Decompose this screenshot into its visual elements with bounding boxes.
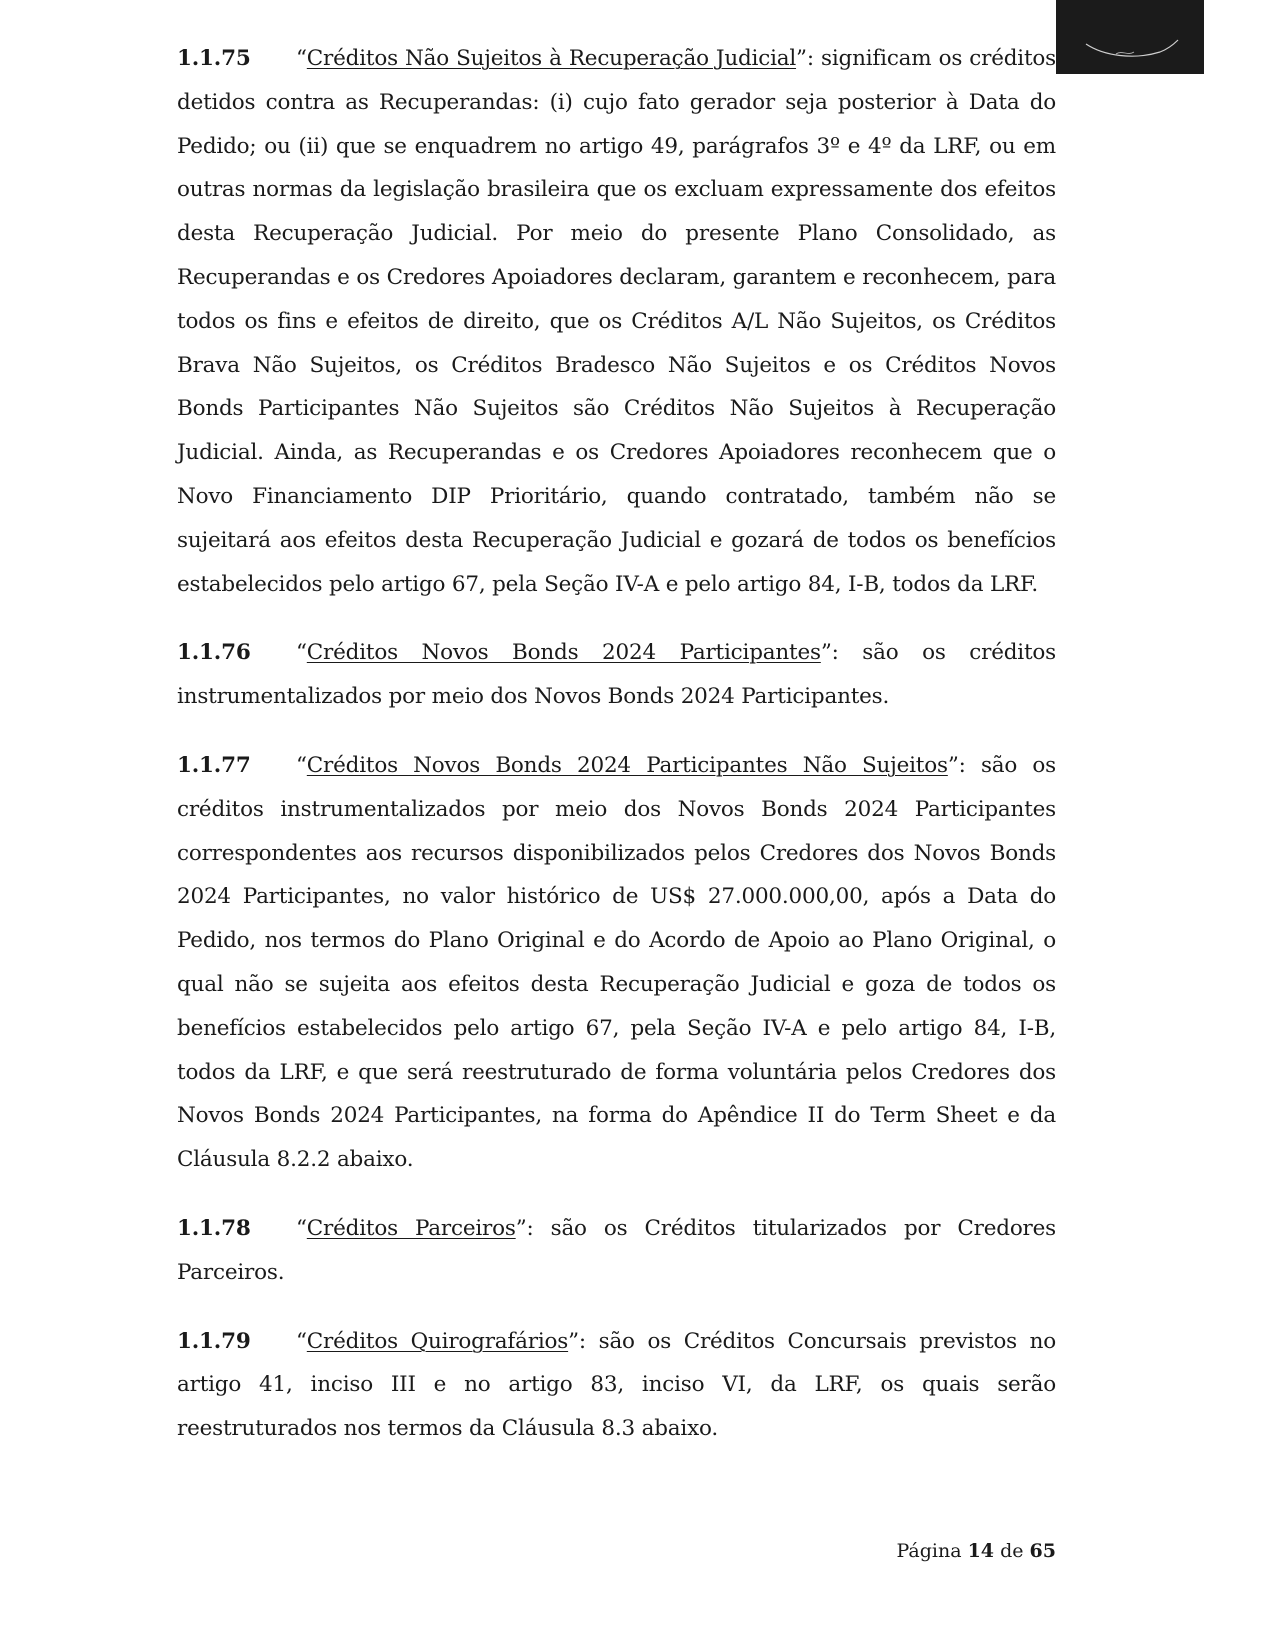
- total-pages-number: 65: [1029, 1540, 1056, 1562]
- clause-text: : significam os créditos detidos contra as Recuperandas: (i) cujo fato gerador seja posterior à Data do Pedido; ou (ii) que se enquadrem no artigo 49, parágrafos 3º e 4º da LRF, ou em outras normas da legislação brasileira que os excluam expressamente dos efeitos desta Recuperação Judicial. Por meio do presente Plano Consolidado, as Recuperandas e os Credores Apoiadores declaram, garantem e reconhecem, para todos os fins e efeitos de direito, que os Créditos A/L Não Sujeitos, os Créditos Brava Não Sujeitos, os Créditos Bradesco Não Sujeitos e os Créditos Novos Bonds Participantes Não Sujeitos são Créditos Não Sujeitos à Recuperação Judicial. Ainda, as Recuperandas e os Credores Apoiadores reconhecem que o Novo Financiamento DIP Prioritário, quando contratado, também não se sujeitará aos efeitos desta Recuperação Judicial e gozará de todos os benefícios estabelecidos pelo artigo 67, pela Seção IV-A e pelo artigo 84, I-B, todos da LRF.: [177, 46, 1056, 597]
- open-quote: “: [296, 46, 307, 71]
- clause-text: : são os créditos instrumentalizados por meio dos Novos Bonds 2024 Participantes.: [177, 640, 1056, 710]
- clause-1-1-76: [177, 631, 1056, 719]
- open-quote: “: [296, 1328, 307, 1354]
- clause-number: 1.1.78: [177, 1215, 251, 1241]
- defined-term: Créditos Quirografários: [306, 1328, 569, 1354]
- clause-paragraph: [177, 37, 1056, 606]
- defined-term: Créditos Novos Bonds 2024 Participantes: [306, 640, 821, 666]
- clause-paragraph: [177, 744, 1056, 1182]
- open-quote: “: [296, 640, 307, 666]
- clause-number: 1.1.79: [177, 1328, 251, 1354]
- defined-term: Créditos Parceiros: [306, 1215, 516, 1241]
- clause-text: : são os Créditos Concursais previstos no artigo 41, inciso III e no artigo 83, inciso VI, da LRF, os quais serão reestruturados nos termos da Cláusula 8.3 abaixo.: [177, 1328, 1056, 1442]
- clause-1-1-79: [177, 1320, 1056, 1451]
- clause-number: 1.1.77: [177, 752, 251, 778]
- close-quote: ”: [820, 640, 832, 666]
- clause-paragraph: [177, 631, 1056, 719]
- close-quote: ”: [515, 1215, 527, 1241]
- close-quote: ”: [947, 752, 959, 778]
- open-quote: “: [296, 1215, 307, 1241]
- open-quote: “: [296, 752, 307, 778]
- clause-text: : são os Créditos titularizados por Credores Parceiros.: [177, 1215, 1056, 1285]
- clause-number: 1.1.75: [177, 46, 251, 71]
- clause-text: : são os créditos instrumentalizados por meio dos Novos Bonds 2024 Participantes correspondentes aos recursos disponibilizados pelos Credores dos Novos Bonds 2024 Participantes, no valor histórico de US$ 27.000.000,00, após a Data do Pedido, nos termos do Plano Original e do Acordo de Apoio ao Plano Original, o qual não se sujeita aos efeitos desta Recuperação Judicial e goza de todos os benefícios estabelecidos pelo artigo 67, pela Seção IV-A e pelo artigo 84, I-B, todos da LRF, e que será reestruturado de forma voluntária pelos Credores dos Novos Bonds 2024 Participantes, na forma do Apêndice II do Term Sheet e da Cláusula 8.2.2 abaixo.: [177, 752, 1056, 1173]
- defined-term: Créditos Não Sujeitos à Recuperação Judicial: [306, 46, 797, 71]
- close-quote: ”: [568, 1328, 579, 1354]
- clause-1-1-77: [177, 744, 1056, 1182]
- clause-number: 1.1.76: [177, 640, 251, 666]
- close-quote: ”: [796, 46, 807, 71]
- page-footer: [896, 1540, 1056, 1562]
- clause-paragraph: [177, 1207, 1056, 1295]
- clause-1-1-75: [177, 37, 1056, 606]
- of-label: de: [1000, 1540, 1024, 1562]
- page-label: Página: [896, 1540, 962, 1562]
- corner-signature-mark: [1056, 0, 1204, 74]
- document-body: [177, 37, 1056, 1476]
- clause-1-1-78: [177, 1207, 1056, 1295]
- current-page-number: 14: [967, 1540, 995, 1562]
- clause-paragraph: [177, 1320, 1056, 1451]
- defined-term: Créditos Novos Bonds 2024 Participantes Não Sujeitos: [306, 752, 948, 778]
